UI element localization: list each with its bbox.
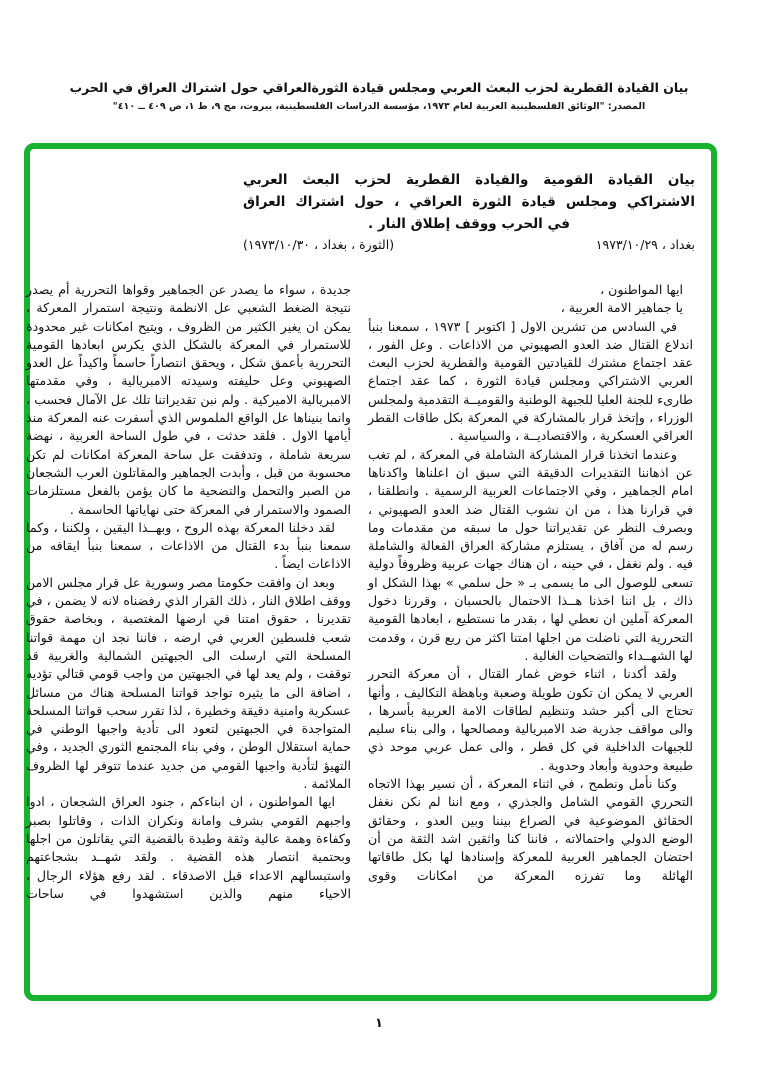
paragraph: وبعد ان وافقت حكومتا مصر وسورية عل قرار مجلس الامن ووقف اطلاق النار ، ذلك القرار الذي رفضناه لانه لا يضمن ، في تقديرنا ، حقوق امتنا في ارضها المغتصبة ، وبخاصة حقوق شعب فلسطين العربي في ارضه ، فاننا نجد ان مهمة قواتنا المسلحة التي ارسلت الى الجبهتين الشمالية والغربية قد توقفت ، ولم يعد لها في الجبهتين من واجب قومي قتالي تؤديه ، اضافة الى ما يثيره تواجد قواتنا المسلحة هناك من مسائل عسكرية وامنية دقيقة وخطيرة ، لذا تقرر سحب قواتنا المسلحة المتواجدة في الجبهتين لتعود الى تأدية واجبها الوطني في حماية استقلال الوطن ، وفي بناء المجتمع الثوري الجديد ، وفي التهيؤ لتأدية واجبها القومي من جديد عندما تتوفر لها الظروف الملائمة . [26,574,351,792]
document-title-line: الاشتراكي ومجلس قيادة الثورة العراقي ، حول اشتراك العراق [243,194,695,210]
document-title-line: في الحرب ووقف إطلاق النار . [368,216,570,232]
paragraph: لقد دخلنا المعركة بهذه الروح ، وبهــذا اليقين ، ولكننا ، وكما سمعنا بنبأ بدء القتال من الاذاعات ، سمعنا بنبأ ايقافه من الاذاعات ايضاً . [26,519,351,572]
dateline-place-date: بغداد ، ١٩٧٣/١٠/٢٩ [595,237,695,252]
dateline [243,237,695,252]
document-title-block [243,169,695,235]
body-column-left [26,281,351,903]
green-document-frame [24,143,717,1001]
document-title-line: بيان القيادة القومية والقيادة القطرية لحزب البعث العربي [243,172,695,188]
paragraph: يا جماهير الامة العربية ، [560,300,683,316]
paragraph: جديدة ، سواء ما يصدر عن الجماهير وقواها التحررية أم يصدر نتيجة الضغط الشعبي عل الانظمة ونتيجة استمرار المعركة ، يمكن ان يغير الكثير من الظروف ، ويتيح امكانات غير محدودة للاستمرار في المعركة بالشكل الذي يكرس ابعادها القومية التحررية بأعمق شكل ، ويحقق انتصاراً حاسماً واكيداً عل العدو الصهيوني وعل حليفته وسيدته الامبريالية ، وفي مقدمتها الامبريالية الاميركية . ولم نبن تقديراتنا تلك عل الآمال فحسب ، وانما بنيناها عل الواقع الملموس الذي أسفرت عنه المعركة منذ أيامها الاول . فلقد حدثت ، في طول الساحة العربية ، نهضة سريعة شاملة ، وتدفقت عل ساحة المعركة امكانات لم تكن محسوبة من قبل ، وأبدت الجماهير والمقاتلون العرب الشجعان من الصبر والتحمل والتضحية ما كان يؤمن بالفعل مستلزمات الصمود والاستمرار في المعركة حتى نهاياتها الحاسمة . [26,282,351,517]
paragraph: ايها المواطنون ، [600,282,683,297]
body-column-right [368,281,693,903]
page-header [0,80,758,112]
paragraph: ايها المواطنون ، ان ابناءكم ، جنود العراق الشجعان ، ادوا واجبهم القومي بشرف وامانة ونكران الذات ، وقاتلوا بصبر وكفاءة وهمة عالية وثقة وطيدة بالقضية التي يقاتلون من اجلها وبحتمية انتصار هذه القضية . ولقد شهــد بشجاعتهم واستبسالهم الاعداء قبل الاصدقاء . لقد رفع هؤلاء الرجال ، الاحياء منهم والذين استشهدوا في ساحات [26,794,351,901]
paragraph: وعندما اتخذنا قرار المشاركة الشاملة في المعركة ، لم تغب عن اذهاننا التقديرات الدقيقة التي سبق ان اعلناها واكدناها امام الجماهير ، وفي الاجتماعات العربية الرسمية . وانطلقنا ، في قرارنا هذا ، من ان نشوب القتال ضد العدو الصهيوني ، وبصرف النظر عن تقديراتنا حول ما سبقه من مقدمات وما رسم له من آفاق ، يستلزم مشاركة العراق الفعالة والشاملة فيه . ولم نغفل ، في حينه ، ان هناك جهات عربية وظروفاً دولية تسعى للوصول الى ما يسمى بـ « حل سلمي » بهذا الشكل او ذاك ، بل اننا اخذنا هــذا الاحتمال بالحسبان ، وقررنا دخول المعركة آملين ان نعطي لها ، بقدر ما نستطيع ، ابعادها القومية التحررية التي ناضلت من اجلها امتنا اكثر من ربع قرن ، وقدمت لها الشهــداء والتضحيات الغالية . [368,446,693,663]
source-citation: المصدر: "الوثائق الفلسطينية العربية لعام ١٩٧٣، مؤسسة الدراسات الفلسطينية، بيروت، مج ٩، ط ١، ص ٤٠٩ ــ ٤١٠" [112,101,646,112]
dateline-publication: (الثورة ، بغداد ، ١٩٧٣/١٠/٣٠) [243,237,395,252]
paragraph: وكنا نأمل ونطمح ، في اثناء المعركة ، أن نسير بهذا الاتجاه التحرري القومي الشامل والجذري ، ومع اننا لم نكن نغفل الحقائق الموضوعية في الصراع بيننا وبين العدو ، وحقائق الوضع الدولي واحتمالاته ، فاننا كنا واثقين اشد الثقة من أن احتضان الجماهير العربية للمعركة وإسنادها لها بكل طاقاتها الهائلة وما تفرزه المعركة من امكانات وقوى [368,776,693,883]
paragraph: في السادس من تشرين الاول [ اكتوبر ] ١٩٧٣ ، سمعنا بنبأ اندلاع القتال ضد العدو الصهيوني من الاذاعات . وعل الفور ، عقد اجتماع مشترك للقيادتين القومية والقطرية لحزب البعث العربي الاشتراكي ومجلس قيادة الثورة ، كما عقد اجتماع طارىء للجنة العليا للجبهة الوطنية والقوميــة التقدمية ولمجلس الوزراء ، وإتخذ قرار بالمشاركة في المعركة بكل طاقات القطر العراقي العسكرية ، والاقتصاديــة ، والسياسية . [368,318,693,444]
paragraph: ولقد أكدنا ، اثناء خوض غمار القتال ، أن معركة التحرر العربي لا يمكن ان تكون طويلة وصعبة وباهظة التكاليف ، وأنها تحتاج الى أكبر حشد وتنظيم لطاقات الامة العربية بأسرها ، والى مواقف جذرية ضد الامبريالية ومصالحها ، والى بناء سليم للجبهات الداخلية في كل قطر ، والى عمل عربي موحد ذي طبيعة وحدوية وأبعاد وحدوية . [368,666,693,773]
page-number: ١ [375,1016,383,1031]
document-header-title: بيان القيادة القطرية لحزب البعث العربي ومجلس قيادة الثورةالعراقي حول اشتراك العراق في الحرب [69,80,689,95]
document-body [26,281,711,903]
